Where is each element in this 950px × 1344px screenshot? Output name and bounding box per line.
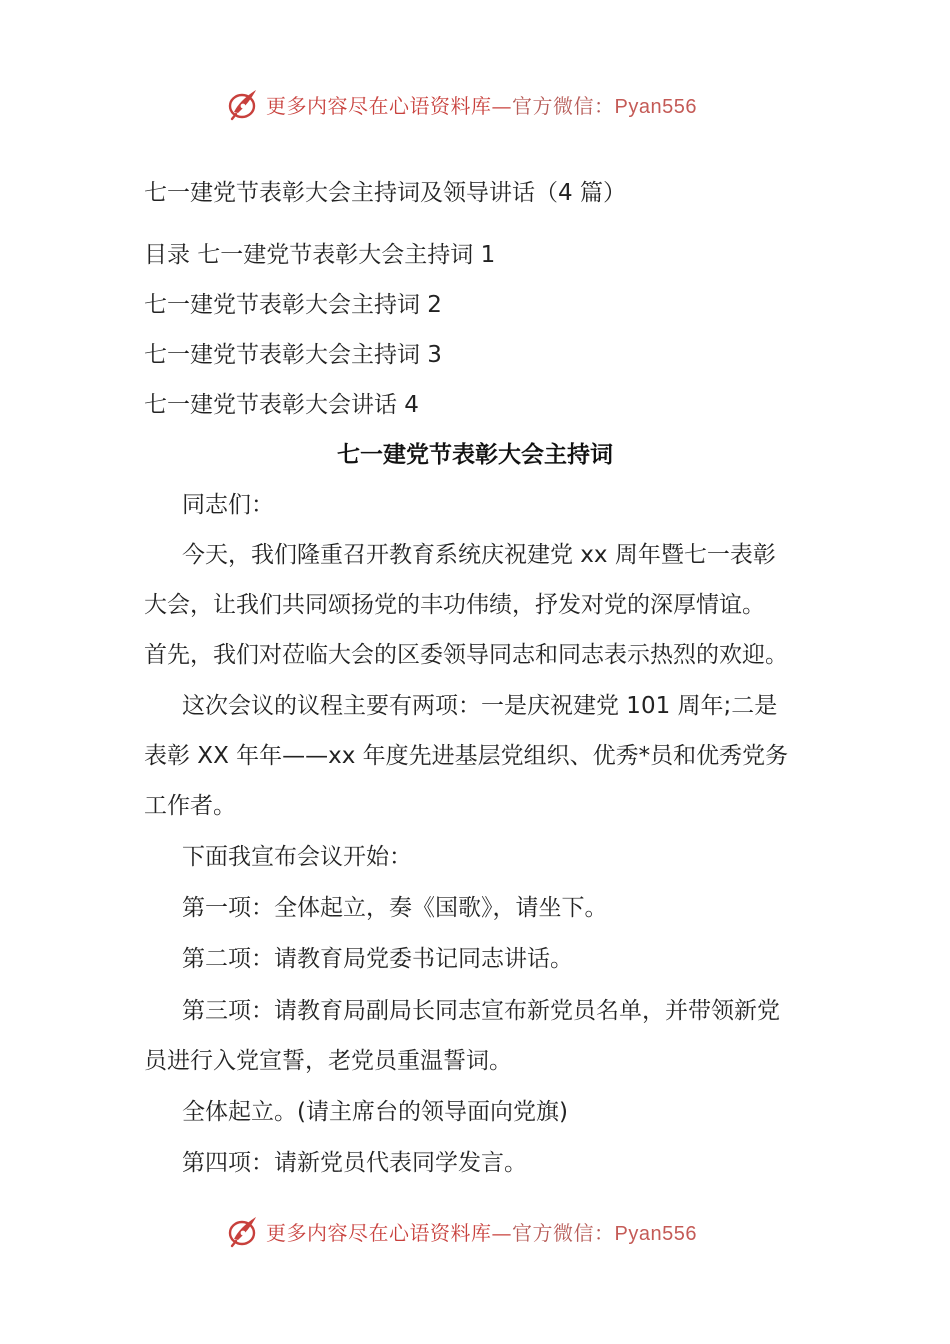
body-line: 第二项：请教育局党委书记同志讲话。 bbox=[182, 946, 573, 972]
banner-dash: — bbox=[491, 1220, 512, 1245]
banner-wechat-id: Pyan556 bbox=[614, 1222, 697, 1245]
body-line: 员进行入党宣誓，老党员重温誓词。 bbox=[144, 1048, 512, 1074]
toc-item: 七一建党节表彰大会主持词 3 bbox=[144, 342, 442, 368]
banner-text bbox=[266, 1217, 697, 1246]
toc-item: 目录 七一建党节表彰大会主持词 1 bbox=[144, 242, 496, 268]
quill-logo-icon bbox=[226, 86, 262, 122]
banner-text bbox=[266, 90, 697, 119]
body-line: 第四项：请新党员代表同学发言。 bbox=[182, 1150, 527, 1176]
body-line: 大会，让我们共同颂扬党的丰功伟绩，抒发对党的深厚情谊。 bbox=[144, 592, 765, 618]
quill-logo-icon bbox=[226, 1213, 262, 1249]
toc-item: 七一建党节表彰大会讲话 4 bbox=[144, 392, 419, 418]
body-line: 全体起立。(请主席台的领导面向党旗) bbox=[182, 1099, 568, 1125]
body-line: 首先，我们对莅临大会的区委领导同志和同志表示热烈的欢迎。 bbox=[144, 642, 788, 668]
banner-wechat-label: 官方微信： bbox=[512, 1220, 615, 1245]
document-title: 七一建党节表彰大会主持词及领导讲话（4 篇） bbox=[144, 180, 626, 206]
toc-item: 七一建党节表彰大会主持词 2 bbox=[144, 292, 442, 318]
banner-slogan: 更多内容尽在心语资料库 bbox=[266, 93, 492, 118]
banner-wechat-label: 官方微信： bbox=[512, 93, 615, 118]
body-line: 第三项：请教育局副局长同志宣布新党员名单，并带领新党 bbox=[182, 998, 780, 1024]
section-heading: 七一建党节表彰大会主持词 bbox=[337, 442, 613, 468]
body-line: 第一项：全体起立，奏《国歌》，请坐下。 bbox=[182, 895, 608, 921]
body-line: 这次会议的议程主要有两项：一是庆祝建党 101 周年;二是 bbox=[182, 693, 778, 719]
banner-dash: — bbox=[491, 93, 512, 118]
banner-slogan: 更多内容尽在心语资料库 bbox=[266, 1220, 492, 1245]
body-line: 今天，我们隆重召开教育系统庆祝建党 xx 周年暨七一表彰 bbox=[182, 542, 776, 568]
footer-banner bbox=[226, 1211, 697, 1251]
body-line: 工作者。 bbox=[144, 793, 236, 819]
header-banner bbox=[226, 84, 697, 124]
banner-wechat-id: Pyan556 bbox=[614, 95, 697, 118]
body-line: 表彰 XX 年年——xx 年度先进基层党组织、优秀*员和优秀党务 bbox=[144, 743, 789, 769]
body-line: 下面我宣布会议开始： bbox=[182, 844, 412, 870]
body-line: 同志们： bbox=[182, 492, 274, 518]
